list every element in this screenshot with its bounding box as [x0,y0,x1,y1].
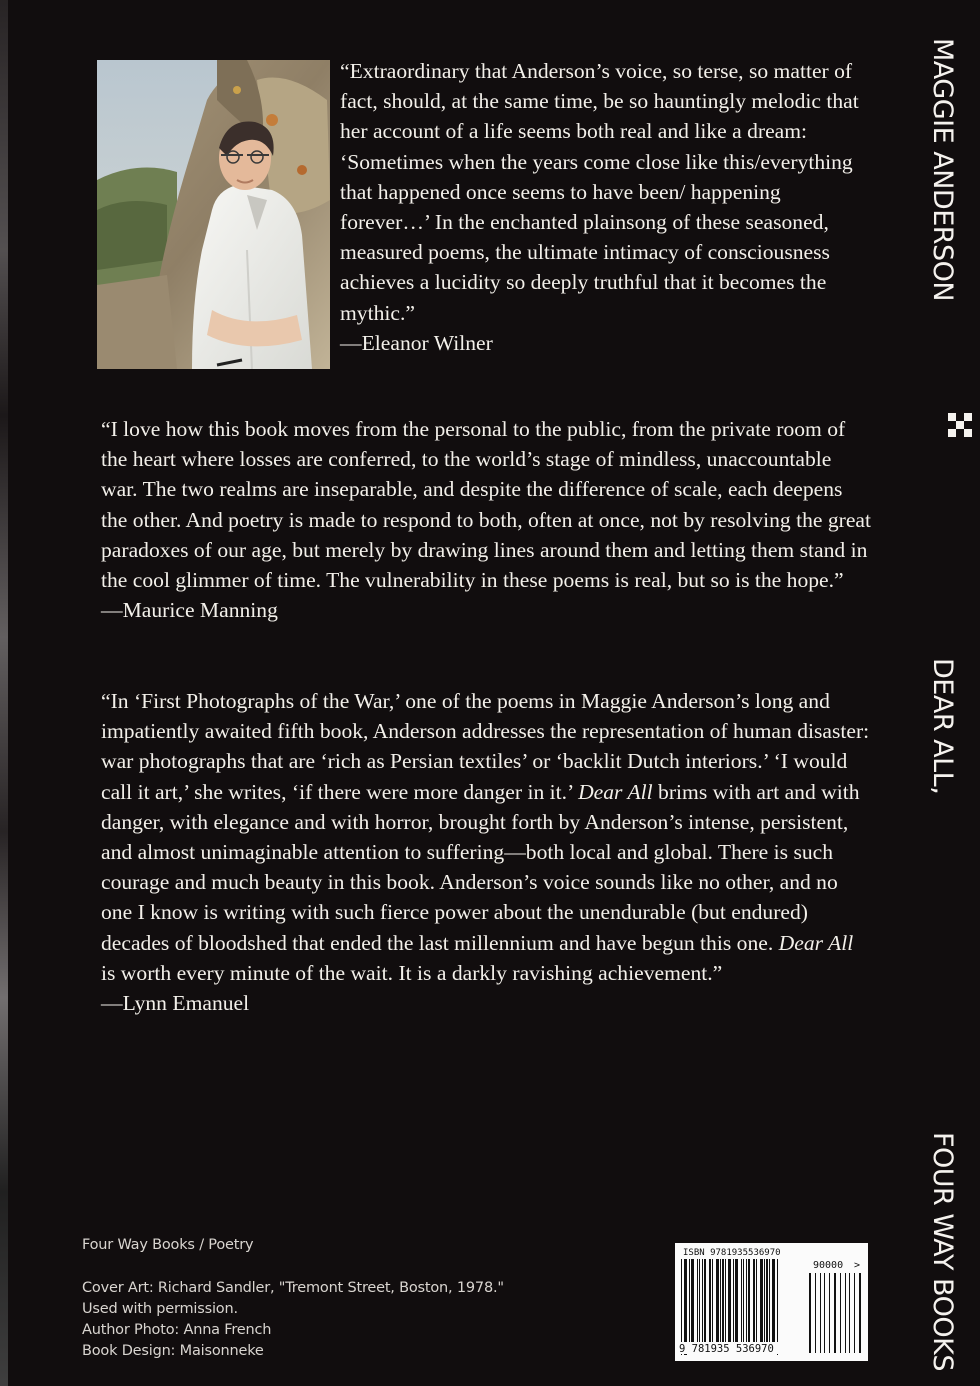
blurb-eleanor-wilner [340,56,875,358]
author-photo-illustration [97,60,330,369]
spine-publisher: FOUR WAY BOOKS [927,1132,958,1371]
addon-bars [809,1273,861,1353]
spine-author: MAGGIE ANDERSON [927,38,958,302]
barcode-bar [756,1259,757,1347]
addon-bar [859,1273,861,1353]
barcode-bar [722,1259,724,1347]
blurb-lynn-emanuel [101,686,871,1018]
barcode-bar [699,1259,700,1347]
barcode-digits: 9 781935 536970 [679,1343,774,1355]
barcode-bar [709,1259,711,1347]
barcode-bar [733,1259,734,1347]
barcode-bar [716,1259,719,1347]
main-bars [681,1259,778,1355]
barcode-bar [764,1259,765,1347]
barcode-bar [753,1259,755,1347]
isbn-barcode [675,1243,868,1361]
barcode-bar [741,1259,742,1347]
blurb-maurice-manning [101,414,871,625]
spine-title: DEAR ALL, [927,658,958,795]
addon-bar [809,1273,811,1353]
barcode-bar [691,1259,694,1347]
barcode-bar [702,1259,703,1347]
front-cover-edge [0,0,8,1386]
barcode-bar [681,1259,682,1355]
author-photo-credit: Author Photo: Anna French [82,1322,272,1338]
barcode-bar [760,1259,763,1347]
checker-logo-icon [948,413,974,439]
blurb-text-part: is worth every minute of the wait. It is a darkly ravishing achievement.” [101,960,723,985]
addon-bar [815,1273,816,1353]
addon-bar [824,1273,825,1353]
author-photo [97,60,330,369]
barcode-bar [728,1259,731,1347]
blurb-text-part: “In ‘First Photographs of the War,’ one of the poems in Maggie Anderson’s long and impatiently awaited fifth book, Anderson addresses the representation of human disaster: war photographs that are ‘rich as Persian textiles’ or ‘backlit Dutch interiors.’ ‘I would call it art,’ she writes, ‘if there were more danger in it.’ [101,689,870,804]
barcode-bar [684,1259,687,1355]
blurb-text-part: brims with art and with danger, with elegance and with horror, brought forth by Anderson’s intense, persistent, and almost unimaginable attention to suffering—both local and global. There is such courage and much beauty in this book. Anderson’s voice sounds like no other, and no one I know is writing with such fierce power about the unendurable (but endured) decades of bloodshed that ended the last millennium and have begun this one. [101,779,860,955]
barcode-bar [743,1259,744,1347]
addon-bar [845,1273,846,1353]
blurb-text [101,686,871,988]
addon-bar [849,1273,850,1353]
blurb-attribution: —Maurice Manning [101,598,278,623]
book-title-italic: Dear All [578,779,653,804]
credits [82,1278,504,1362]
barcode-graphic [675,1243,868,1361]
isbn-label: ISBN 9781935536970 [683,1248,781,1258]
blurb-attribution: —Lynn Emanuel [101,991,250,1016]
addon-bar [840,1273,841,1353]
addon-bar [820,1273,821,1353]
barcode-bar [712,1259,713,1347]
addon-bar [834,1273,836,1353]
blurb-text: “Extraordinary that Anderson’s voice, so terse, so matter of fact, should, at the same time, be so hauntingly melodic that her account of a life seems both real and like a dream: ‘Sometimes when the years come close like this/everything that happened once seems to have been/ happening forever…’ In the enchanted plainsong of these seasoned, measured poems, the ultimate intimacy of consciousness achieves a lucidity so deeply truthful that it becomes the mythic.” [340,59,859,325]
addon-bar [829,1273,830,1353]
imprint: Four Way Books / Poetry [82,1237,254,1253]
design-credit: Book Design: Maisonneke [82,1343,264,1359]
barcode-bar [772,1259,775,1347]
cover-art-credit: Cover Art: Richard Sandler, "Tremont Street, Boston, 1978." [82,1280,504,1296]
blurb-attribution: —Eleanor Wilner [340,330,493,355]
barcode-bar [725,1259,726,1347]
barcode-bar [689,1259,690,1347]
barcode-bar [746,1259,747,1347]
barcode-bar [720,1259,721,1347]
permission-note: Used with permission. [82,1301,238,1317]
barcode-bar [769,1259,770,1347]
barcode-bar [735,1259,738,1347]
blurb-text: “I love how this book moves from the personal to the public, from the private room of the heart where losses are conferred, to the world’s stage of mindless, unaccountable war. The two realms are inseparable, and despite the difference of scale, each deepens the other. And poetry is made to respond to both, often at once, not by resolving the great paradoxes of our age, but merely by drawing lines around them and letting them stand in the cool glimmer of time. The vulnerability in these poems is real, but so is the hope.” [101,417,872,593]
price-arrow: > [854,1260,861,1271]
price-code: 90000 [813,1260,844,1271]
barcode-bar [748,1259,750,1347]
book-title-italic: Dear All [778,930,854,955]
barcode-bar [766,1259,768,1347]
barcode-bar [777,1259,778,1355]
addon-bar [854,1273,855,1353]
barcode-bar [704,1259,706,1347]
barcode-bar [697,1259,698,1347]
